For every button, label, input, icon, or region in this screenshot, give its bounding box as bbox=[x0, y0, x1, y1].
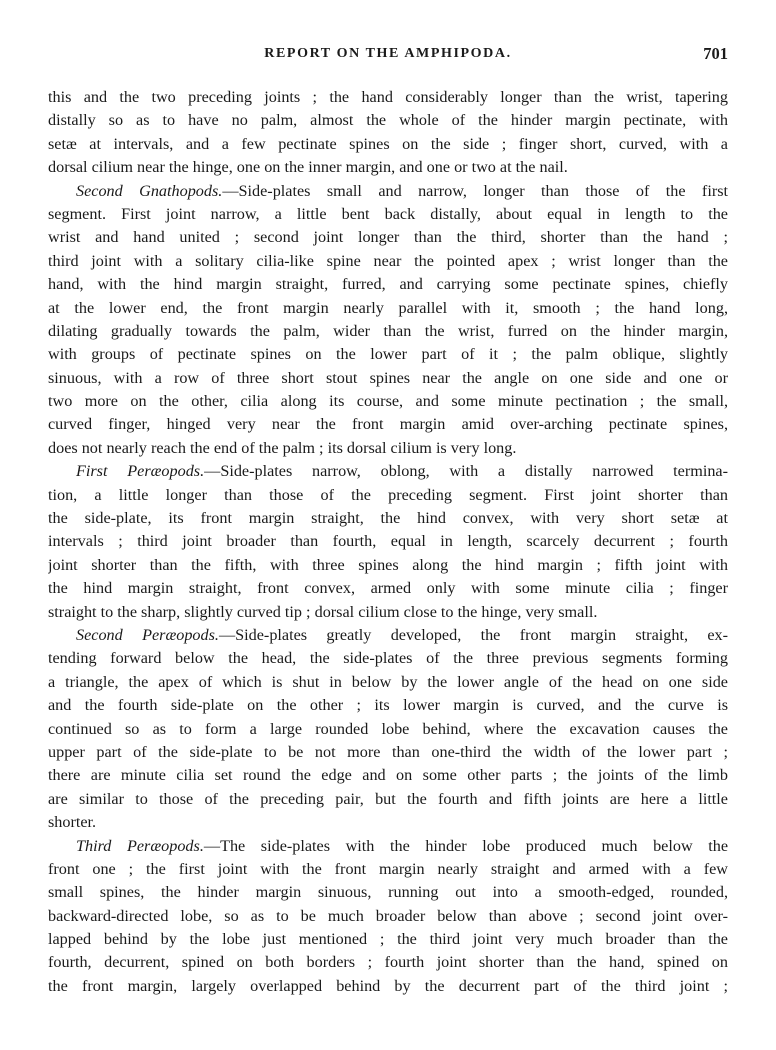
text-line: tending forward below the head, the side-plates of the three previous segments forming bbox=[48, 649, 728, 668]
text-line: backward-directed lobe, so as to be much broader below than above ; second joint over- bbox=[48, 906, 728, 925]
heading-line-text: —Side-plates narrow, oblong, with a distally narrowed termina- bbox=[204, 462, 728, 481]
text-line: fourth, decurrent, spined on both borders ; fourth joint shorter than the hand, spined on bbox=[48, 953, 728, 972]
paragraph-second-gnathopods bbox=[48, 180, 728, 461]
running-head bbox=[48, 44, 728, 68]
text-line: intervals ; third joint broader than fourth, equal in length, scarcely decurrent ; fourth bbox=[48, 532, 728, 551]
text-line: tion, a little longer than those of the preceding segment. First joint shorter than bbox=[48, 485, 728, 504]
text-line bbox=[48, 624, 728, 647]
page-number: 701 bbox=[703, 44, 728, 63]
text-line: this and the two preceding joints ; the hand considerably longer than the wrist, tapering bbox=[48, 88, 728, 106]
text-line: front one ; the first joint with the front margin nearly straight and armed with a few bbox=[48, 859, 728, 878]
text-line: and the fourth side-plate on the other ; its lower margin is curved, and the curve is bbox=[48, 696, 728, 715]
running-title: REPORT ON THE AMPHIPODA. bbox=[264, 46, 512, 61]
section-heading: Third Peræopods. bbox=[76, 836, 204, 855]
text-line: the side-plate, its front margin straight, the hind convex, with very short setæ at bbox=[48, 509, 728, 528]
paragraph-second-peraeopods bbox=[48, 624, 728, 835]
text-line: dilating gradually towards the palm, wider than the wrist, furred on the hinder margin, bbox=[48, 321, 728, 340]
text-line: wrist and hand united ; second joint longer than the third, shorter than the hand ; bbox=[48, 228, 728, 247]
text-line bbox=[48, 460, 728, 483]
text-line: there are minute cilia set round the edge and on some other parts ; the joints of the limb bbox=[48, 766, 728, 785]
text-line: lapped behind by the lobe just mentioned ; the third joint very much broader than the bbox=[48, 930, 728, 949]
section-heading: First Peræopods. bbox=[76, 462, 205, 481]
text-line: sinuous, with a row of three short stout spines near the angle on one side and one or bbox=[48, 368, 728, 387]
paragraph-continuation bbox=[48, 86, 728, 180]
text-line: setæ at intervals, and a few pectinate spines on the side ; finger short, curved, with a bbox=[48, 134, 728, 153]
text-line: hand, with the hind margin straight, furred, and carrying some pectinate spines, chiefly bbox=[48, 275, 728, 294]
text-line: straight to the sharp, slightly curved tip ; dorsal cilium close to the hinge, very small. bbox=[48, 602, 598, 621]
section-heading: Second Peræopods. bbox=[76, 625, 219, 644]
text-line: shorter. bbox=[48, 813, 97, 832]
text-line: distally so as to have no palm, almost the whole of the hinder margin pectinate, with bbox=[48, 111, 728, 130]
text-line: two more on the other, cilia along its course, and some minute pectination ; the small, bbox=[48, 392, 728, 411]
text-line: segment. First joint narrow, a little bent back distally, about equal in length to the bbox=[48, 204, 728, 223]
text-line: joint shorter than the fifth, with three spines along the hind margin ; fifth joint with bbox=[48, 555, 728, 574]
text-line: the front margin, largely overlapped behind by the decurrent part of the third joint ; bbox=[48, 976, 728, 995]
heading-line-text: —The side-plates with the hinder lobe produced much below the bbox=[203, 836, 728, 855]
text-line: a triangle, the apex of which is shut in below by the lower angle of the head on one side bbox=[48, 672, 728, 691]
text-line: upper part of the side-plate to be not more than one-third the width of the lower part ; bbox=[48, 742, 728, 761]
text-line: continued so as to form a large rounded lobe behind, where the excavation causes the bbox=[48, 719, 728, 738]
text-line: are similar to those of the preceding pair, but the fourth and fifth joints are here a little bbox=[48, 789, 728, 808]
text-line bbox=[48, 835, 728, 858]
text-line: with groups of pectinate spines on the lower part of it ; the palm oblique, slightly bbox=[48, 345, 728, 364]
section-heading: Second Gnathopods. bbox=[76, 181, 223, 200]
text-line: the hind margin straight, front convex, armed only with some minute cilia ; finger bbox=[48, 579, 728, 598]
text-line: curved finger, hinged very near the front margin amid over-arching pectinate spines, bbox=[48, 415, 728, 434]
paragraph-third-peraeopods bbox=[48, 835, 728, 999]
body-text bbox=[48, 86, 728, 998]
text-line: does not nearly reach the end of the palm ; its dorsal cilium is very long. bbox=[48, 438, 517, 457]
text-line: third joint with a solitary cilia-like spine near the pointed apex ; wrist longer than the bbox=[48, 251, 728, 270]
text-line: small spines, the hinder margin sinuous, running out into a smooth-edged, rounded, bbox=[48, 883, 728, 902]
heading-line-text: —Side-plates greatly developed, the front margin straight, ex- bbox=[218, 625, 728, 644]
heading-line-text: —Side-plates small and narrow, longer than those of the first bbox=[222, 181, 728, 200]
text-line: at the lower end, the front margin nearly parallel with it, smooth ; the hand long, bbox=[48, 298, 728, 317]
paragraph-first-peraeopods bbox=[48, 460, 728, 624]
text-line: dorsal cilium near the hinge, one on the inner margin, and one or two at the nail. bbox=[48, 158, 568, 177]
text-line bbox=[48, 180, 728, 203]
